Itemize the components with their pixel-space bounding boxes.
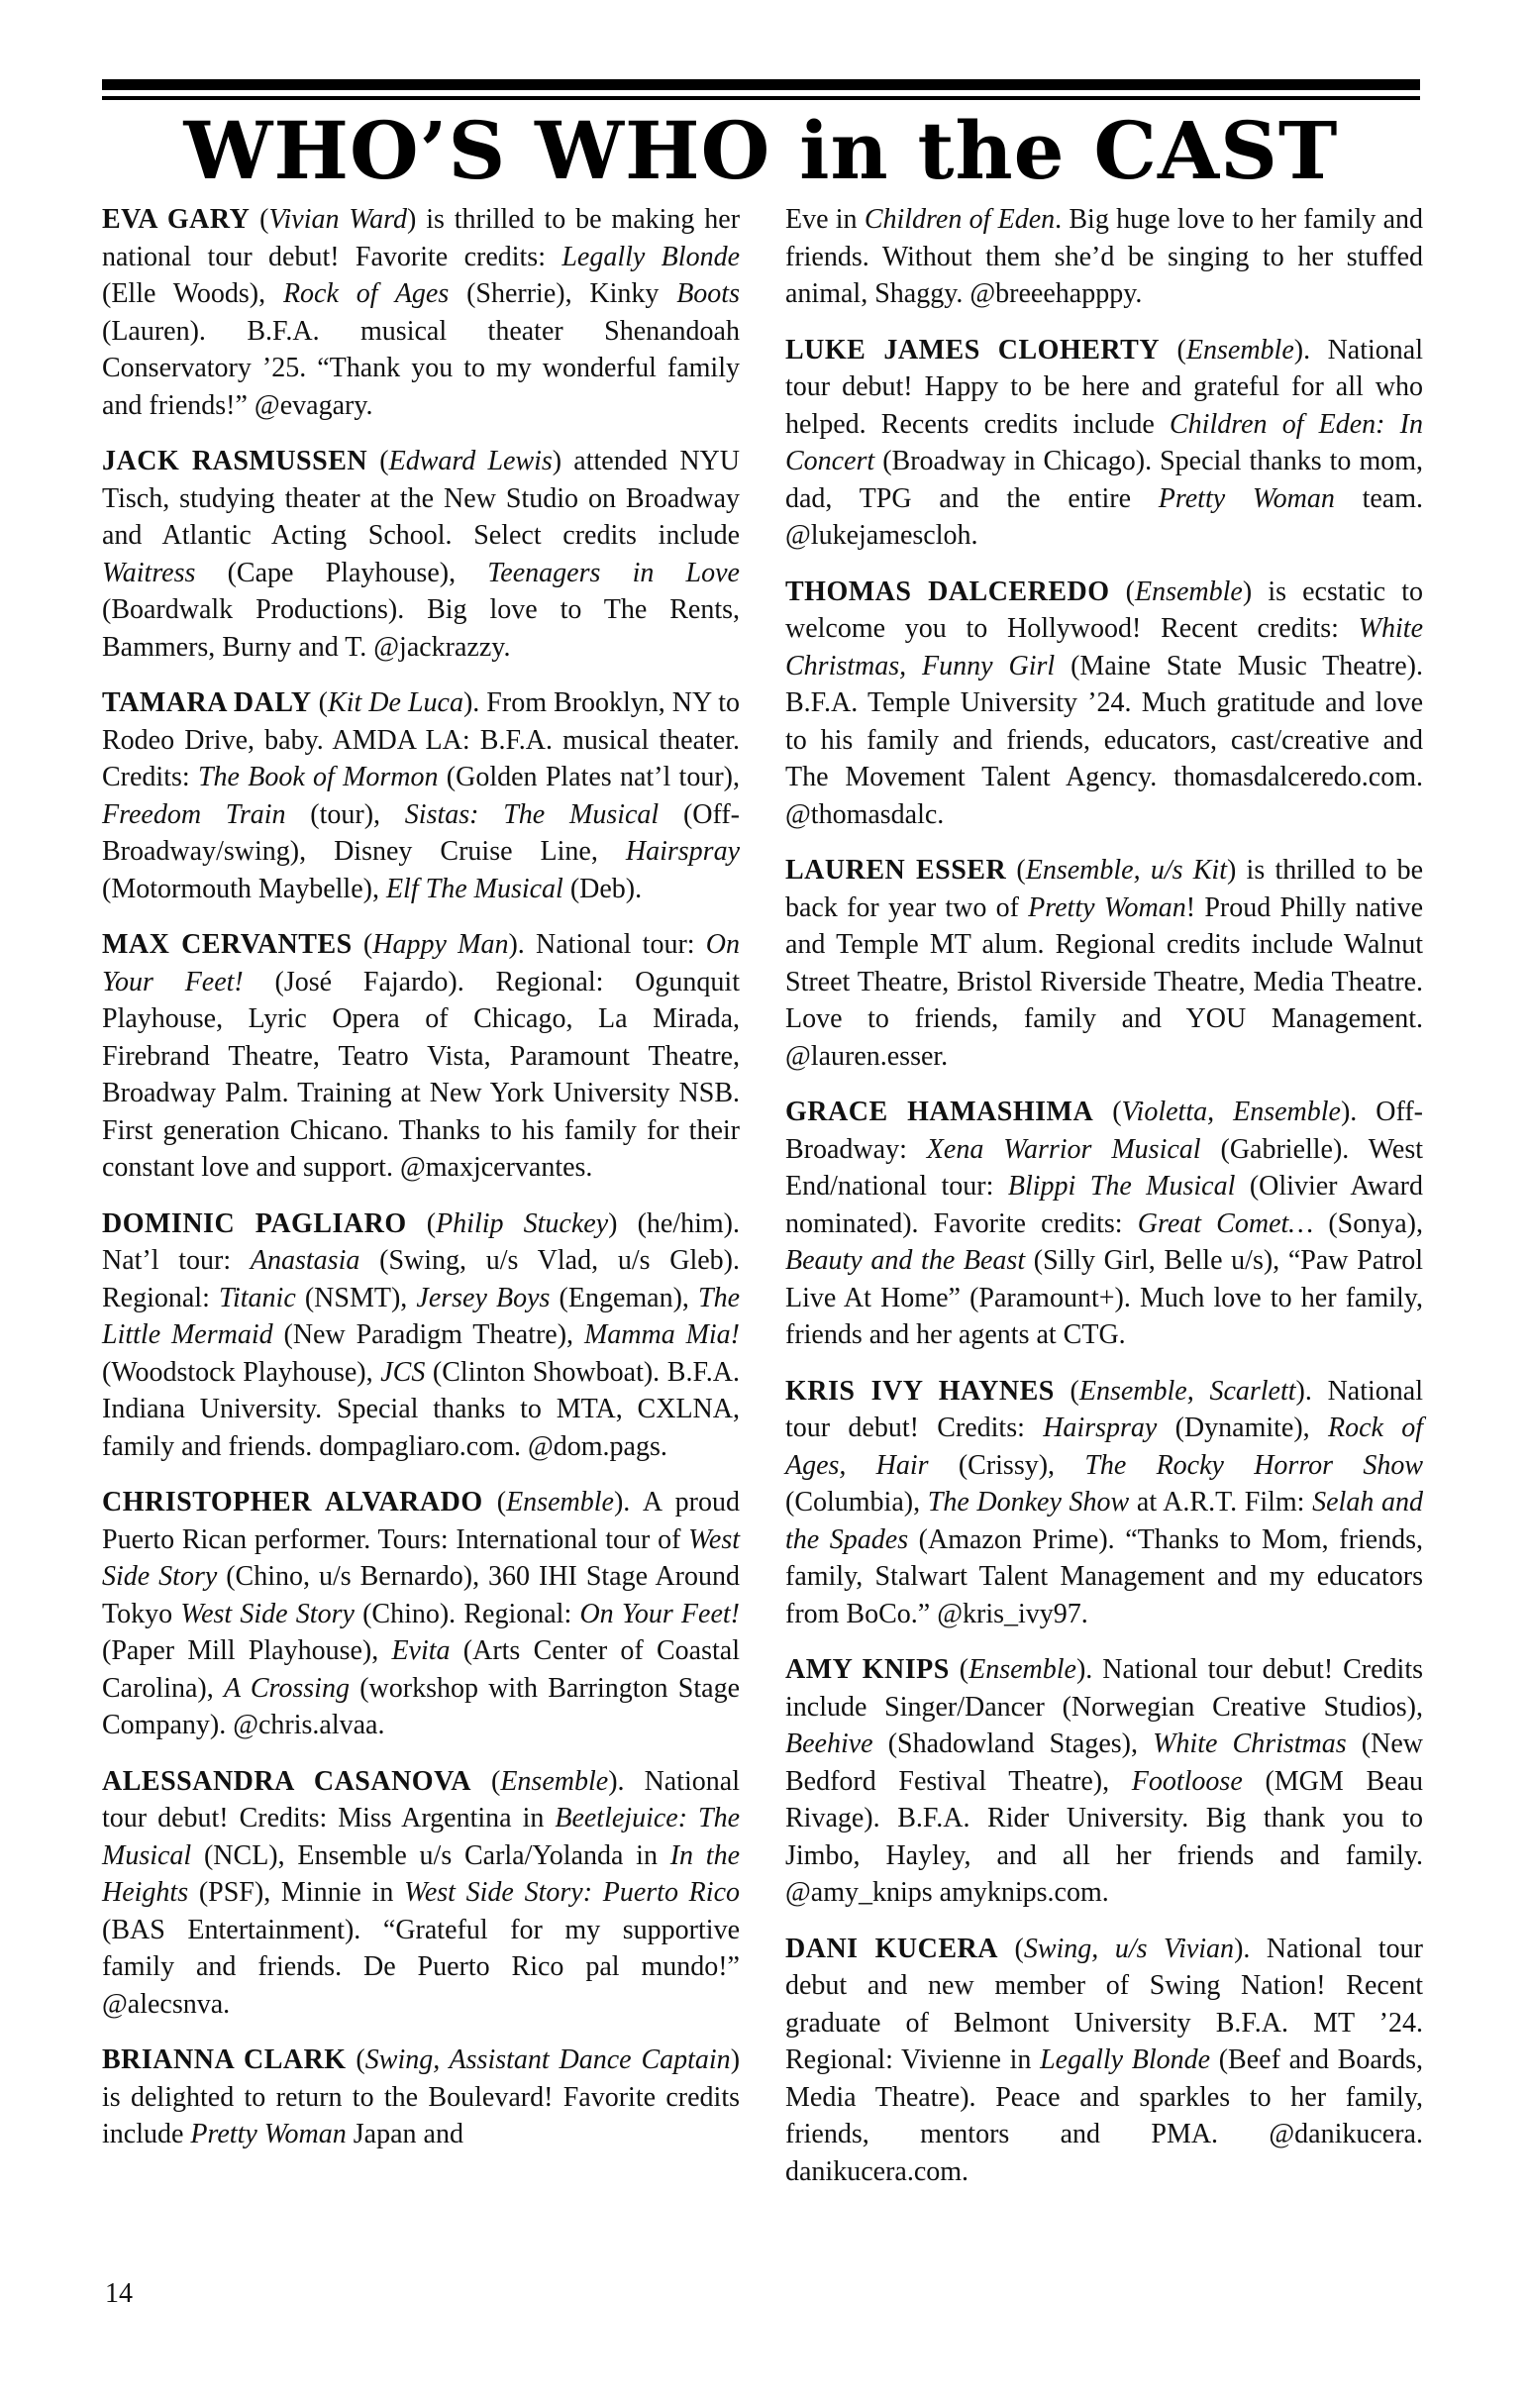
bio-text: (Crissy),: [928, 1449, 1085, 1481]
credit-title: In the Heights: [102, 1839, 741, 1908]
bio-text: (tour),: [285, 798, 405, 830]
credit-title: Selah and the Spades: [785, 1487, 1423, 1555]
bio-text: . A proud Puerto Rican performer. Tours: International tour of: [102, 1487, 740, 1555]
bio-text: (Golden Plates nat’l tour),: [438, 762, 740, 792]
credit-title: West Side Story: [180, 1598, 355, 1629]
bio-text: (Chino). Regional:: [354, 1598, 580, 1629]
cast-role: Ensemble: [968, 1654, 1076, 1685]
credit-title: Great Comet…: [1137, 1207, 1314, 1239]
bio-text: attended NYU Tisch, studying theater at the New Studio on Broadway and Atlantic Acting School. Select credits include: [102, 446, 740, 551]
cast-name: KRIS IVY HAYNES: [785, 1375, 1055, 1407]
top-rule-thin: [102, 96, 1420, 100]
cast-name: AMY KNIPS: [785, 1654, 950, 1685]
credit-title: The Book of Mormon: [197, 762, 439, 792]
cast-bio: AMY KNIPS (Ensemble). National tour debut! Credits include Singer/Dancer (Norwegian Creative Studios), Beehive (Shadowland Stages), White Christmas (New Bedford Festival Theatre), Footloose (MGM Beau Rivage). B.F.A. Rider University. Big thank you to Jimbo, Hayley, and all her friends and family. @amy_knips amyknips.com.: [785, 1654, 1423, 1908]
credit-title: White Christmas, Funny Girl: [785, 613, 1423, 681]
credit-title: Legally Blonde: [1040, 2044, 1211, 2075]
credit-title: Beehive: [785, 1728, 873, 1759]
bio-text: is thrilled to be back for year two of: [785, 855, 1423, 923]
credit-title: Children of Eden: In Concert: [785, 408, 1423, 476]
bio-text: ! Proud Philly native and Temple MT alum. Regional credits include Walnut Street Theatre, Bristol Riverside Theatre, Media Theatre. Love to friends, family and YOU Management. @lauren.esser.: [785, 891, 1424, 1072]
cast-name: LUKE JAMES CLOHERTY: [785, 334, 1161, 366]
bio-text: (Arts Center of Coastal Carolina),: [102, 1635, 740, 1704]
credit-title: Pretty Woman: [1158, 482, 1335, 514]
cast-role: Ensemble: [506, 1487, 614, 1518]
credit-title: Beetlejuice: The Musical: [102, 1803, 741, 1871]
page-title: WHO’S WHO in the CAST: [183, 104, 1339, 197]
cast-bio: GRACE HAMASHIMA (Violetta, Ensemble). Off-Broadway: Xena Warrior Musical (Gabrielle). West End/national tour: Blippi The Musical (Olivier Award nominated). Favorite credits: Great Comet… (Sonya), Beauty and the Beast (Silly Girl, Belle u/s), “Paw Patrol Live At Home” (Paramount+). Much love to her family, friends and her agents at CTG.: [785, 1097, 1424, 1350]
credit-title: The Rocky Horror Show: [1084, 1449, 1423, 1481]
bio-text: (Elle Woods),: [102, 278, 283, 309]
credit-title: Waitress: [102, 557, 196, 588]
bio-text: (New Bedford Festival Theatre),: [785, 1728, 1423, 1797]
bio-text: (José Fajardo). Regional: Ogunquit Playhouse, Lyric Opera of Chicago, La Mirada, Firebrand Theatre, Teatro Vista, Paramount Theatre, Broadway Palm. Training at New York University NSB. First generation Chicano. Thanks to his family for their constant love and support. @maxjcervantes.: [102, 966, 740, 1183]
bio-text: . Big huge love to her family and friends. Without them she’d be singing to her stuffed animal, Shaggy. @breeehapppy.: [785, 204, 1423, 309]
bio-text: . National tour debut! Happy to be here and grateful for all who helped. Recents credits include: [785, 334, 1424, 440]
cast-bio: ALESSANDRA CASANOVA (Ensemble). National tour debut! Credits: Miss Argentina in Beetlejuice: The Musical (NCL), Ensemble u/s Carla/Yolanda in In the Heights (PSF), Minnie in West Side Story: Puerto Rico (BAS Entertainment). “Grateful for my supportive family and friends. De Puerto Rico pal mundo!” @alecsnva.: [102, 1765, 741, 2020]
credit-title: Legally Blonde: [561, 241, 740, 272]
bio-text: (Paper Mill Playhouse),: [102, 1635, 392, 1666]
bio-text: is delighted to return to the Boulevard! Favorite credits include: [102, 2081, 740, 2149]
left-column: [102, 201, 740, 2172]
cast-name: LAUREN ESSER: [785, 855, 1007, 886]
cast-name: THOMAS DALCEREDO: [785, 576, 1110, 607]
bio-text: (Shadowland Stages),: [872, 1728, 1154, 1759]
cast-bio: EVA GARY (Vivian Ward) is thrilled to be making her national tour debut! Favorite credits: Legally Blonde (Elle Woods), Rock of Ages (Sherrie), Kinky Boots (Lauren). B.F.A. musical theater Shenandoah Conservatory ’25. “Thank you to my wonderful family and friends!” @evagary.: [102, 204, 741, 421]
bio-text: (Olivier Award nominated). Favorite credits:: [785, 1171, 1424, 1239]
cast-role: Happy Man: [372, 929, 509, 960]
bio-text: (Cape Playhouse),: [195, 557, 488, 588]
credit-title: The Little Mermaid: [102, 1282, 740, 1350]
cast-role: Ensemble: [1134, 576, 1243, 607]
bio-text: (PSF), Minnie in: [188, 1877, 405, 1908]
cast-bio: DOMINIC PAGLIARO (Philip Stuckey) (he/him). Nat’l tour: Anastasia (Swing, u/s Vlad, u/s Gleb). Regional: Titanic (NSMT), Jersey Boys (Engeman), The Little Mermaid (New Paradigm Theatre), Mamma Mia! (Woodstock Playhouse), JCS (Clinton Showboat). B.F.A. Indiana University. Special thanks to MTA, CXLNA, family and friends. dompagliaro.com. @dom.pags.: [102, 1207, 741, 1462]
bio-text: (Gabrielle). West End/national tour:: [785, 1133, 1424, 1202]
cast-name: TAMARA DALY: [102, 687, 312, 718]
credit-title: Evita: [391, 1635, 451, 1666]
bio-text: (Amazon Prime). “Thanks to Mom, friends, family, Stalwart Talent Management and my educators from BoCo.” @kris_ivy97.: [785, 1523, 1424, 1629]
bio-text: (he/him). Nat’l tour:: [102, 1207, 740, 1276]
credit-title: Boots: [676, 278, 740, 309]
bio-text: (Broadway in Chicago). Special thanks to mom, dad, TPG and the entire: [785, 446, 1423, 514]
credit-title: Freedom Train: [102, 798, 286, 830]
bio-text: . National tour:: [517, 929, 706, 960]
right-column: [785, 201, 1423, 2209]
credit-title: Elf The Musical: [385, 873, 563, 904]
top-rule: [102, 79, 1420, 90]
bio-text: (NSMT),: [295, 1282, 417, 1313]
bio-text: Japan and: [346, 2119, 463, 2149]
cast-name: DOMINIC PAGLIARO: [102, 1207, 407, 1239]
bio-text: (Deb).: [562, 873, 643, 904]
bio-text: . National tour debut! Credits include Singer/Dancer (Norwegian Creative Studios),: [785, 1654, 1423, 1723]
cast-role: Vivian Ward: [268, 204, 407, 235]
bio-text: Eve in: [785, 204, 865, 235]
credit-title: Footloose: [1131, 1765, 1243, 1797]
credit-title: A Crossing: [224, 1672, 350, 1704]
cast-role: Ensemble, Scarlett: [1078, 1375, 1296, 1407]
bio-text: (MGM Beau Rivage). B.F.A. Rider University. Big thank you to Jimbo, Hayley, and all her friends and family. @amy_knips amyknips.com.: [785, 1765, 1423, 1908]
bio-text: (Engeman),: [550, 1282, 698, 1313]
cast-role: Edward Lewis: [388, 446, 553, 476]
bio-text: (Off-Broadway/swing), Disney Cruise Line,: [102, 798, 740, 867]
credit-title: Teenagers in Love: [487, 557, 740, 588]
cast-bio: LAUREN ESSER (Ensemble, u/s Kit) is thrilled to be back for year two of Pretty Woman! Proud Philly native and Temple MT alum. Regional credits include Walnut Street Theatre, Bristol Riverside Theatre, Media Theatre. Love to friends, family and YOU Management. @lauren.esser.: [785, 855, 1424, 1072]
cast-name: EVA GARY: [102, 204, 251, 235]
bio-text: (Dynamite),: [1157, 1413, 1328, 1443]
cast-bio: MAX CERVANTES (Happy Man). National tour: On Your Feet! (José Fajardo). Regional: Ogunquit Playhouse, Lyric Opera of Chicago, La Mirada, Firebrand Theatre, Teatro Vista, Paramount Theatre, Broadway Palm. Training at New York University NSB. First generation Chicano. Thanks to his family for their constant love and support. @maxjcervantes.: [102, 929, 741, 1183]
credit-title: Mamma Mia!: [583, 1319, 741, 1350]
credit-title: Anastasia: [250, 1245, 360, 1276]
cast-role: Ensemble, u/s Kit: [1025, 855, 1227, 886]
cast-role: Swing, Assistant Dance Captain: [364, 2044, 731, 2075]
cast-role: Violetta, Ensemble: [1121, 1097, 1341, 1127]
credit-title: Hairspray: [1043, 1413, 1158, 1443]
cast-name: CHRISTOPHER ALVARADO: [102, 1487, 483, 1518]
bio-text: (Swing, u/s Vlad, u/s Gleb). Regional:: [102, 1245, 741, 1313]
cast-bio: THOMAS DALCEREDO (Ensemble) is ecstatic to welcome you to Hollywood! Recent credits: White Christmas, Funny Girl (Maine State Music Theatre). B.F.A. Temple University ’24. Much gratitude and love to his family and friends, educators, cast/creative and The Movement Talent Agency. thomasdalceredo.com. @thomasdalc.: [785, 576, 1423, 830]
bio-text: . From Brooklyn, NY to Rodeo Drive, baby. AMDA LA: B.F.A. musical theater. Credits:: [102, 687, 741, 792]
bio-text: (Clinton Showboat). B.F.A. Indiana University. Special thanks to MTA, CXLNA, family and friends. dompagliaro.com. @dom.pags.: [102, 1356, 741, 1462]
page-number: 14: [105, 2278, 133, 2309]
credit-title: JCS: [380, 1356, 426, 1388]
cast-role: Swing, u/s Vivian: [1023, 1933, 1235, 1964]
cast-bio: LUKE JAMES CLOHERTY (Ensemble). National tour debut! Happy to be here and grateful for all who helped. Recents credits include Children of Eden: In Concert (Broadway in Chicago). Special thanks to mom, dad, TPG and the entire Pretty Woman team. @lukejamescloh.: [785, 334, 1424, 551]
bio-text: (Woodstock Playhouse),: [102, 1356, 381, 1388]
credit-title: Jersey Boys: [416, 1282, 551, 1313]
credit-title: Titanic: [218, 1282, 296, 1313]
cast-bio: BRIANNA CLARK (Swing, Assistant Dance Captain) is delighted to return to the Boulevard! Favorite credits include Pretty Woman Japan and: [102, 2044, 741, 2149]
bio-text: . National tour debut! Credits:: [785, 1375, 1424, 1443]
cast-name: MAX CERVANTES: [102, 929, 353, 960]
credit-title: White Christmas: [1153, 1728, 1347, 1759]
cast-role: Ensemble: [1185, 334, 1294, 366]
cast-role: Kit De Luca: [328, 687, 463, 718]
bio-text: team. @lukejamescloh.: [785, 482, 1423, 551]
credit-title: Xena Warrior Musical: [926, 1133, 1201, 1165]
credit-title: Blippi The Musical: [1007, 1171, 1236, 1202]
bio-text: is ecstatic to welcome you to Hollywood! Recent credits:: [785, 576, 1423, 644]
bio-text: (NCL), Ensemble u/s Carla/Yolanda in: [191, 1839, 670, 1871]
bio-text: is thrilled to be making her national tour debut! Favorite credits:: [102, 204, 741, 272]
credit-title: Hairspray: [625, 836, 740, 867]
bio-text: at A.R.T. Film:: [1129, 1487, 1313, 1518]
cast-name: BRIANNA CLARK: [102, 2044, 347, 2075]
cast-role: Ensemble: [500, 1765, 609, 1797]
credit-title: Pretty Woman: [1028, 891, 1186, 923]
bio-text: (BAS Entertainment). “Grateful for my supportive family and friends. De Puerto Rico pal mundo!” @alecsnva.: [102, 1914, 740, 2020]
bio-text: (workshop with Barrington Stage Company). @chris.alvaa.: [102, 1672, 741, 1740]
bio-text: . Off-Broadway:: [785, 1097, 1423, 1165]
credit-title: Rock of Ages: [282, 278, 450, 309]
bio-text: (Sherrie), Kinky: [449, 278, 677, 309]
bio-text: (Boardwalk Productions). Big love to The Rents, Bammers, Burny and T. @jackrazzy.: [102, 594, 740, 663]
cast-role: Philip Stuckey: [436, 1207, 609, 1239]
cast-bio: KRIS IVY HAYNES (Ensemble, Scarlett). National tour debut! Credits: Hairspray (Dynamite), Rock of Ages, Hair (Crissy), The Rocky Horror Show (Columbia), The Donkey Show at A.R.T. Film: Selah and the Spades (Amazon Prime). “Thanks to Mom, friends, family, Stalwart Talent Management and my educators from BoCo.” @kris_ivy97.: [785, 1375, 1424, 1629]
bio-text: (Chino, u/s Bernardo), 360 IHI Stage Around Tokyo: [102, 1561, 740, 1629]
bio-text: (Silly Girl, Belle u/s), “Paw Patrol Live At Home” (Paramount+). Much love to her family, friends and her agents at CTG.: [785, 1245, 1424, 1350]
credit-title: Pretty Woman: [190, 2119, 347, 2149]
credit-title: West Side Story: Puerto Rico: [404, 1877, 740, 1908]
cast-name: ALESSANDRA CASANOVA: [102, 1765, 471, 1797]
cast-bio: TAMARA DALY (Kit De Luca). From Brooklyn, NY to Rodeo Drive, baby. AMDA LA: B.F.A. musical theater. Credits: The Book of Mormon (Golden Plates nat’l tour), Freedom Train (tour), Sistas: The Musical (Off-Broadway/swing), Disney Cruise Line, Hairspray (Motormouth Maybelle), Elf The Musical (Deb).: [102, 687, 741, 904]
bio-text: . National tour debut! Credits: Miss Argentina in: [102, 1765, 741, 1833]
cast-bio: [785, 201, 1423, 313]
bio-text: (Lauren). B.F.A. musical theater Shenandoah Conservatory ’25. “Thank you to my wonderful family and friends!” @evagary.: [102, 315, 740, 421]
credit-title: Sistas: The Musical: [404, 798, 660, 830]
credit-title: On Your Feet!: [102, 929, 741, 997]
cast-bio: DANI KUCERA (Swing, u/s Vivian). National tour debut and new member of Swing Nation! Recent graduate of Belmont University B.F.A. MT ’24. Regional: Vivienne in Legally Blonde (Beef and Boards, Media Theatre). Peace and sparkles to her family, friends, mentors and PMA. @danikucera. danikucera.com.: [785, 1933, 1423, 2187]
credit-title: The Donkey Show: [927, 1487, 1130, 1518]
cast-bio: JACK RASMUSSEN (Edward Lewis) attended NYU Tisch, studying theater at the New Studio on Broadway and Atlantic Acting School. Select credits include Waitress (Cape Playhouse), Teenagers in Love (Boardwalk Productions). Big love to The Rents, Bammers, Burny and T. @jackrazzy.: [102, 446, 740, 663]
cast-name: DANI KUCERA: [785, 1933, 998, 1964]
bio-text: . National tour debut and new member of Swing Nation! Recent graduate of Belmont University B.F.A. MT ’24. Regional: Vivienne in: [785, 1933, 1423, 2075]
credit-title: Children of Eden: [864, 204, 1056, 235]
bio-text: (Beef and Boards, Media Theatre). Peace and sparkles to her family, friends, mentors and PMA. @danikucera. danikucera.com.: [785, 2044, 1423, 2187]
bio-text: (Motormouth Maybelle),: [102, 873, 386, 904]
credit-title: Rock of Ages, Hair: [785, 1413, 1424, 1481]
cast-name: GRACE HAMASHIMA: [785, 1097, 1094, 1127]
bio-text: (Sonya),: [1313, 1207, 1423, 1239]
cast-name: JACK RASMUSSEN: [102, 446, 368, 476]
credit-title: West Side Story: [102, 1523, 740, 1592]
bio-text: (New Paradigm Theatre),: [272, 1319, 584, 1350]
credit-title: On Your Feet!: [579, 1598, 740, 1629]
cast-bio: CHRISTOPHER ALVARADO (Ensemble). A proud Puerto Rican performer. Tours: International tour of West Side Story (Chino, u/s Bernardo), 360 IHI Stage Around Tokyo West Side Story (Chino). Regional: On Your Feet! (Paper Mill Playhouse), Evita (Arts Center of Coastal Carolina), A Crossing (workshop with Barrington Stage Company). @chris.alvaa.: [102, 1487, 741, 1740]
bio-text: (Maine State Music Theatre). B.F.A. Temple University ’24. Much gratitude and love to his family and friends, educators, cast/creative and The Movement Talent Agency. thomasdalceredo.com. @thomasdalc.: [785, 650, 1423, 830]
bio-text: (Columbia),: [785, 1487, 928, 1518]
credit-title: Beauty and the Beast: [785, 1245, 1026, 1276]
